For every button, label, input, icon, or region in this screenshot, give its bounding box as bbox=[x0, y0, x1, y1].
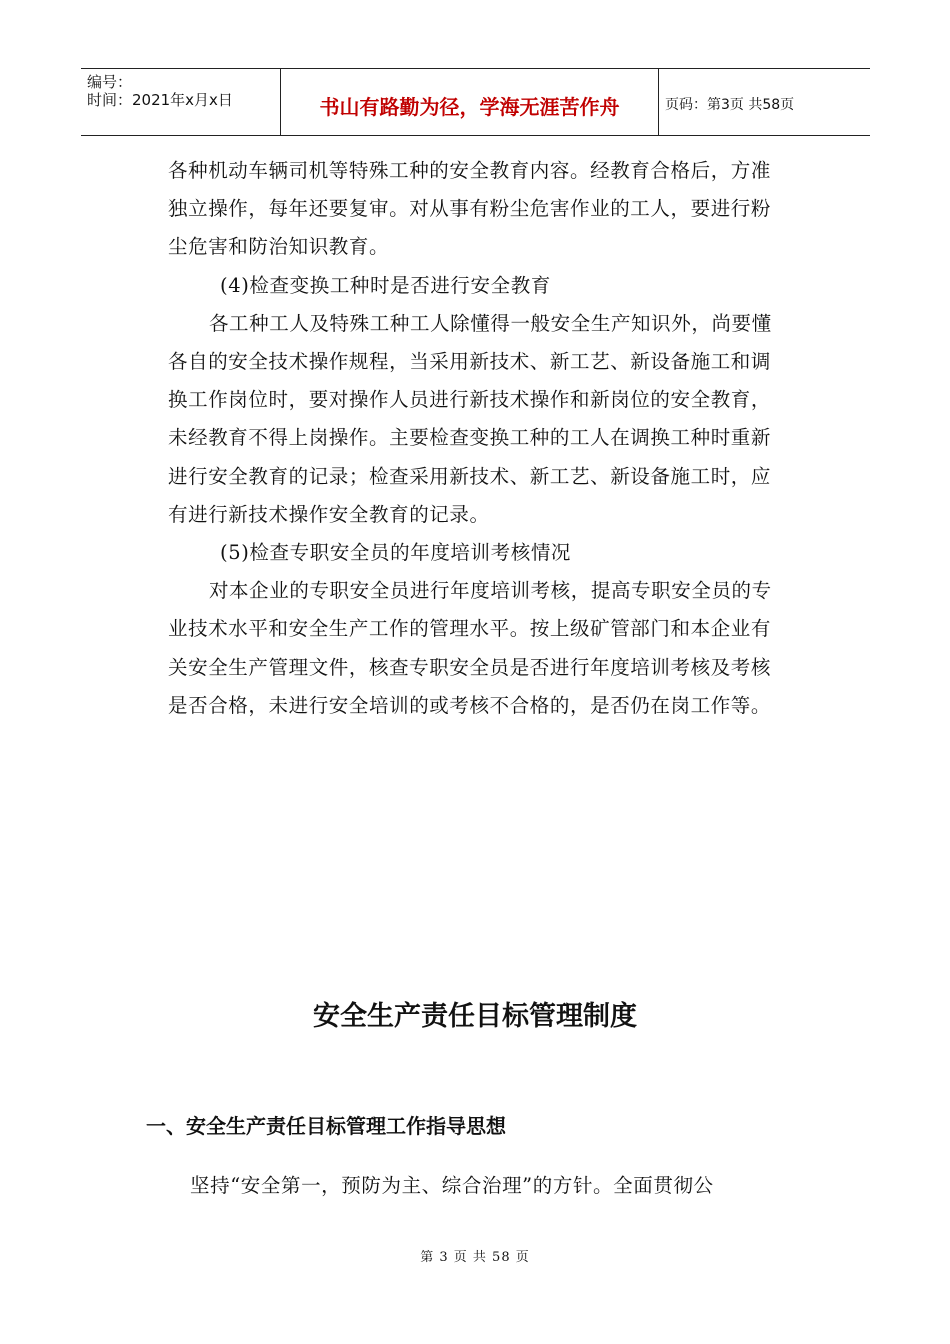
section-heading: 一、安全生产责任目标管理工作指导思想 bbox=[146, 1114, 506, 1138]
page-footer: 第 3 页 共 58 页 bbox=[420, 1250, 530, 1265]
paragraph-last: 坚持“安全第一，预防为主、综合治理”的方针。全面贯彻公 bbox=[190, 1174, 714, 1197]
subheading-4: (4)检查变换工种时是否进行安全教育 bbox=[220, 273, 551, 297]
page-header bbox=[81, 68, 870, 136]
paragraph-1: 各种机动车辆司机等特殊工种的安全教育内容。经教育合格后，方准独立操作，每年还要复审。对从事有粉尘危害作业的工人，要进行粉尘危害和防治知识教育。 bbox=[168, 159, 772, 259]
subheading-5: (5)检查专职安全员的年度培训考核情况 bbox=[220, 541, 572, 565]
paragraph-3: 对本企业的专职安全员进行年度培训考核，提高专职安全员的专业技术水平和安全生产工作的管理水平。按上级矿管部门和本企业有关安全生产管理文件，核查专职安全员是否进行年度培训考核及考核是否合格，未进行安全培训的或考核不合格的，是否仍在岗工作等。 bbox=[168, 579, 772, 717]
document-title: 安全生产责任目标管理制度 bbox=[313, 1001, 637, 1032]
serial-label: 编号： bbox=[87, 73, 133, 91]
time-label: 时间：2021年x月x日 bbox=[87, 91, 233, 109]
header-meta bbox=[81, 69, 281, 135]
header-page-info: 页码：第3页 共58页 bbox=[665, 97, 795, 113]
header-motto: 书山有路勤为径，学海无涯苦作舟 bbox=[281, 69, 659, 135]
paragraph-2: 各工种工人及特殊工种工人除懂得一般安全生产知识外，尚要懂各自的安全技术操作规程，当采用新技术、新工艺、新设备施工和调换工作岗位时，要对操作人员进行新技术操作和新岗位的安全教育，未经教育不得上岗操作。主要检查变换工种的工人在调换工种时重新进行安全教育的记录；检查采用新技术、新工艺、新设备施工时，应有进行新技术操作安全教育的记录。 bbox=[168, 311, 772, 526]
body-text-block bbox=[168, 152, 784, 725]
